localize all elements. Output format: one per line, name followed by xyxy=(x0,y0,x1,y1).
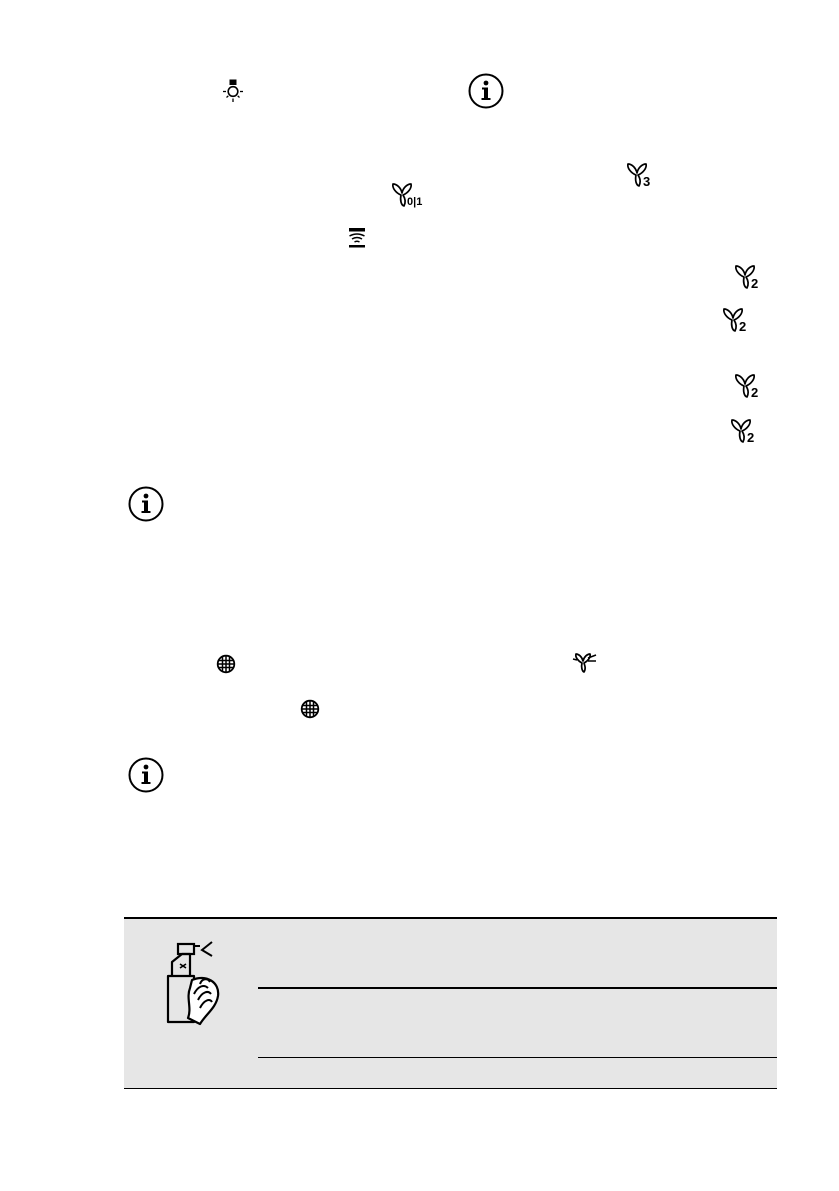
section-divider-thick xyxy=(258,987,777,989)
fan-level-2-icon xyxy=(734,373,764,399)
fan-level-2-icon xyxy=(722,307,752,333)
info-circle-icon xyxy=(468,73,504,109)
fan-level-2-icon xyxy=(730,418,760,444)
info-circle-icon xyxy=(128,757,164,793)
light-bulb-icon xyxy=(222,79,244,105)
fan-level-2-label: 2 xyxy=(751,276,759,291)
section-divider-thin xyxy=(258,1057,777,1058)
fan-level-2-label: 2 xyxy=(747,430,755,445)
auto-breeze-icon xyxy=(572,652,598,674)
info-circle-icon xyxy=(128,486,164,522)
fan-off-on-icon xyxy=(391,182,431,208)
fan-level-2-label: 2 xyxy=(739,319,747,334)
filter-grid-icon xyxy=(216,654,236,674)
fan-level-3-icon xyxy=(626,162,656,188)
fan-level-2-icon xyxy=(734,264,764,290)
fan-level-3-label: 3 xyxy=(643,174,651,189)
fan-level-2-label: 2 xyxy=(751,385,759,400)
fan-off-on-label: 0|1 xyxy=(407,196,423,208)
filter-grid-icon xyxy=(300,699,320,719)
grease-filter-icon xyxy=(346,227,368,249)
cleaning-spray-cloth-icon xyxy=(160,938,224,1024)
